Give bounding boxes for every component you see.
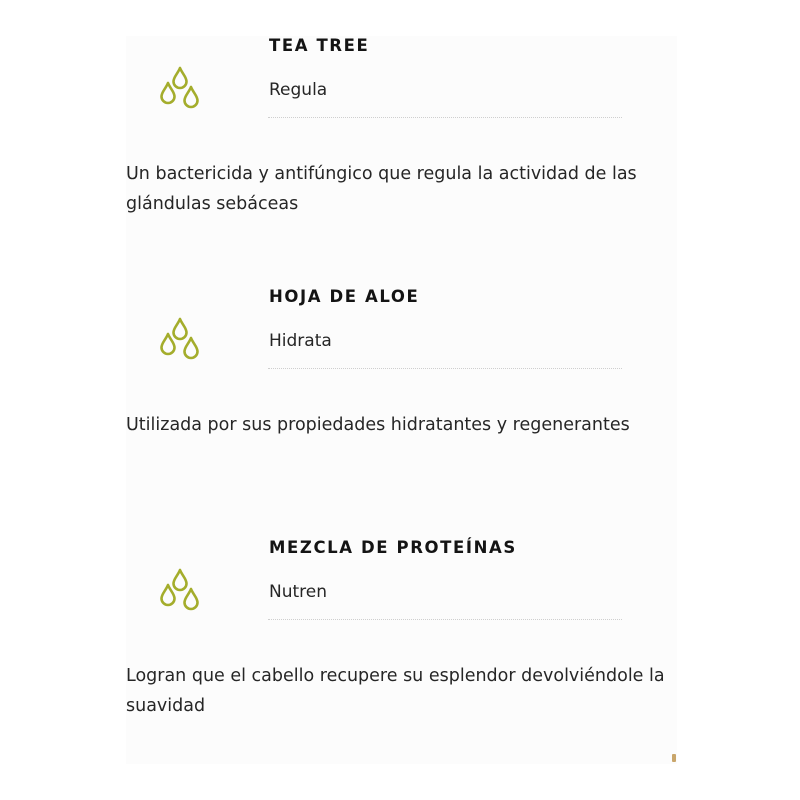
divider [268, 619, 622, 620]
ingredient-name: MEZCLA DE PROTEÍNAS [269, 538, 517, 557]
ingredient-benefit: Regula [269, 80, 328, 100]
ingredients-panel [126, 36, 677, 764]
ingredient-card-mezcla-de-proteinas [126, 538, 677, 778]
ingredient-description: Utilizada por sus propiedades hidratantes y regenerantes [126, 415, 630, 435]
ingredient-description: Logran que el cabello recupere su esplendor devolviéndole la suavidad [126, 666, 665, 716]
ingredient-card-tea-tree [126, 36, 677, 276]
drops-icon [159, 568, 201, 612]
ingredient-benefit: Hidrata [269, 331, 332, 351]
corner-mark [672, 754, 676, 762]
ingredient-name: HOJA DE ALOE [269, 287, 420, 306]
divider [268, 368, 622, 369]
ingredient-card-hoja-de-aloe [126, 287, 677, 527]
drops-icon [159, 317, 201, 361]
divider [268, 117, 622, 118]
ingredient-description: Un bactericida y antifúngico que regula la actividad de las glándulas sebáceas [126, 164, 637, 214]
ingredient-benefit: Nutren [269, 582, 328, 602]
ingredient-name: TEA TREE [269, 36, 370, 55]
drops-icon [159, 66, 201, 110]
